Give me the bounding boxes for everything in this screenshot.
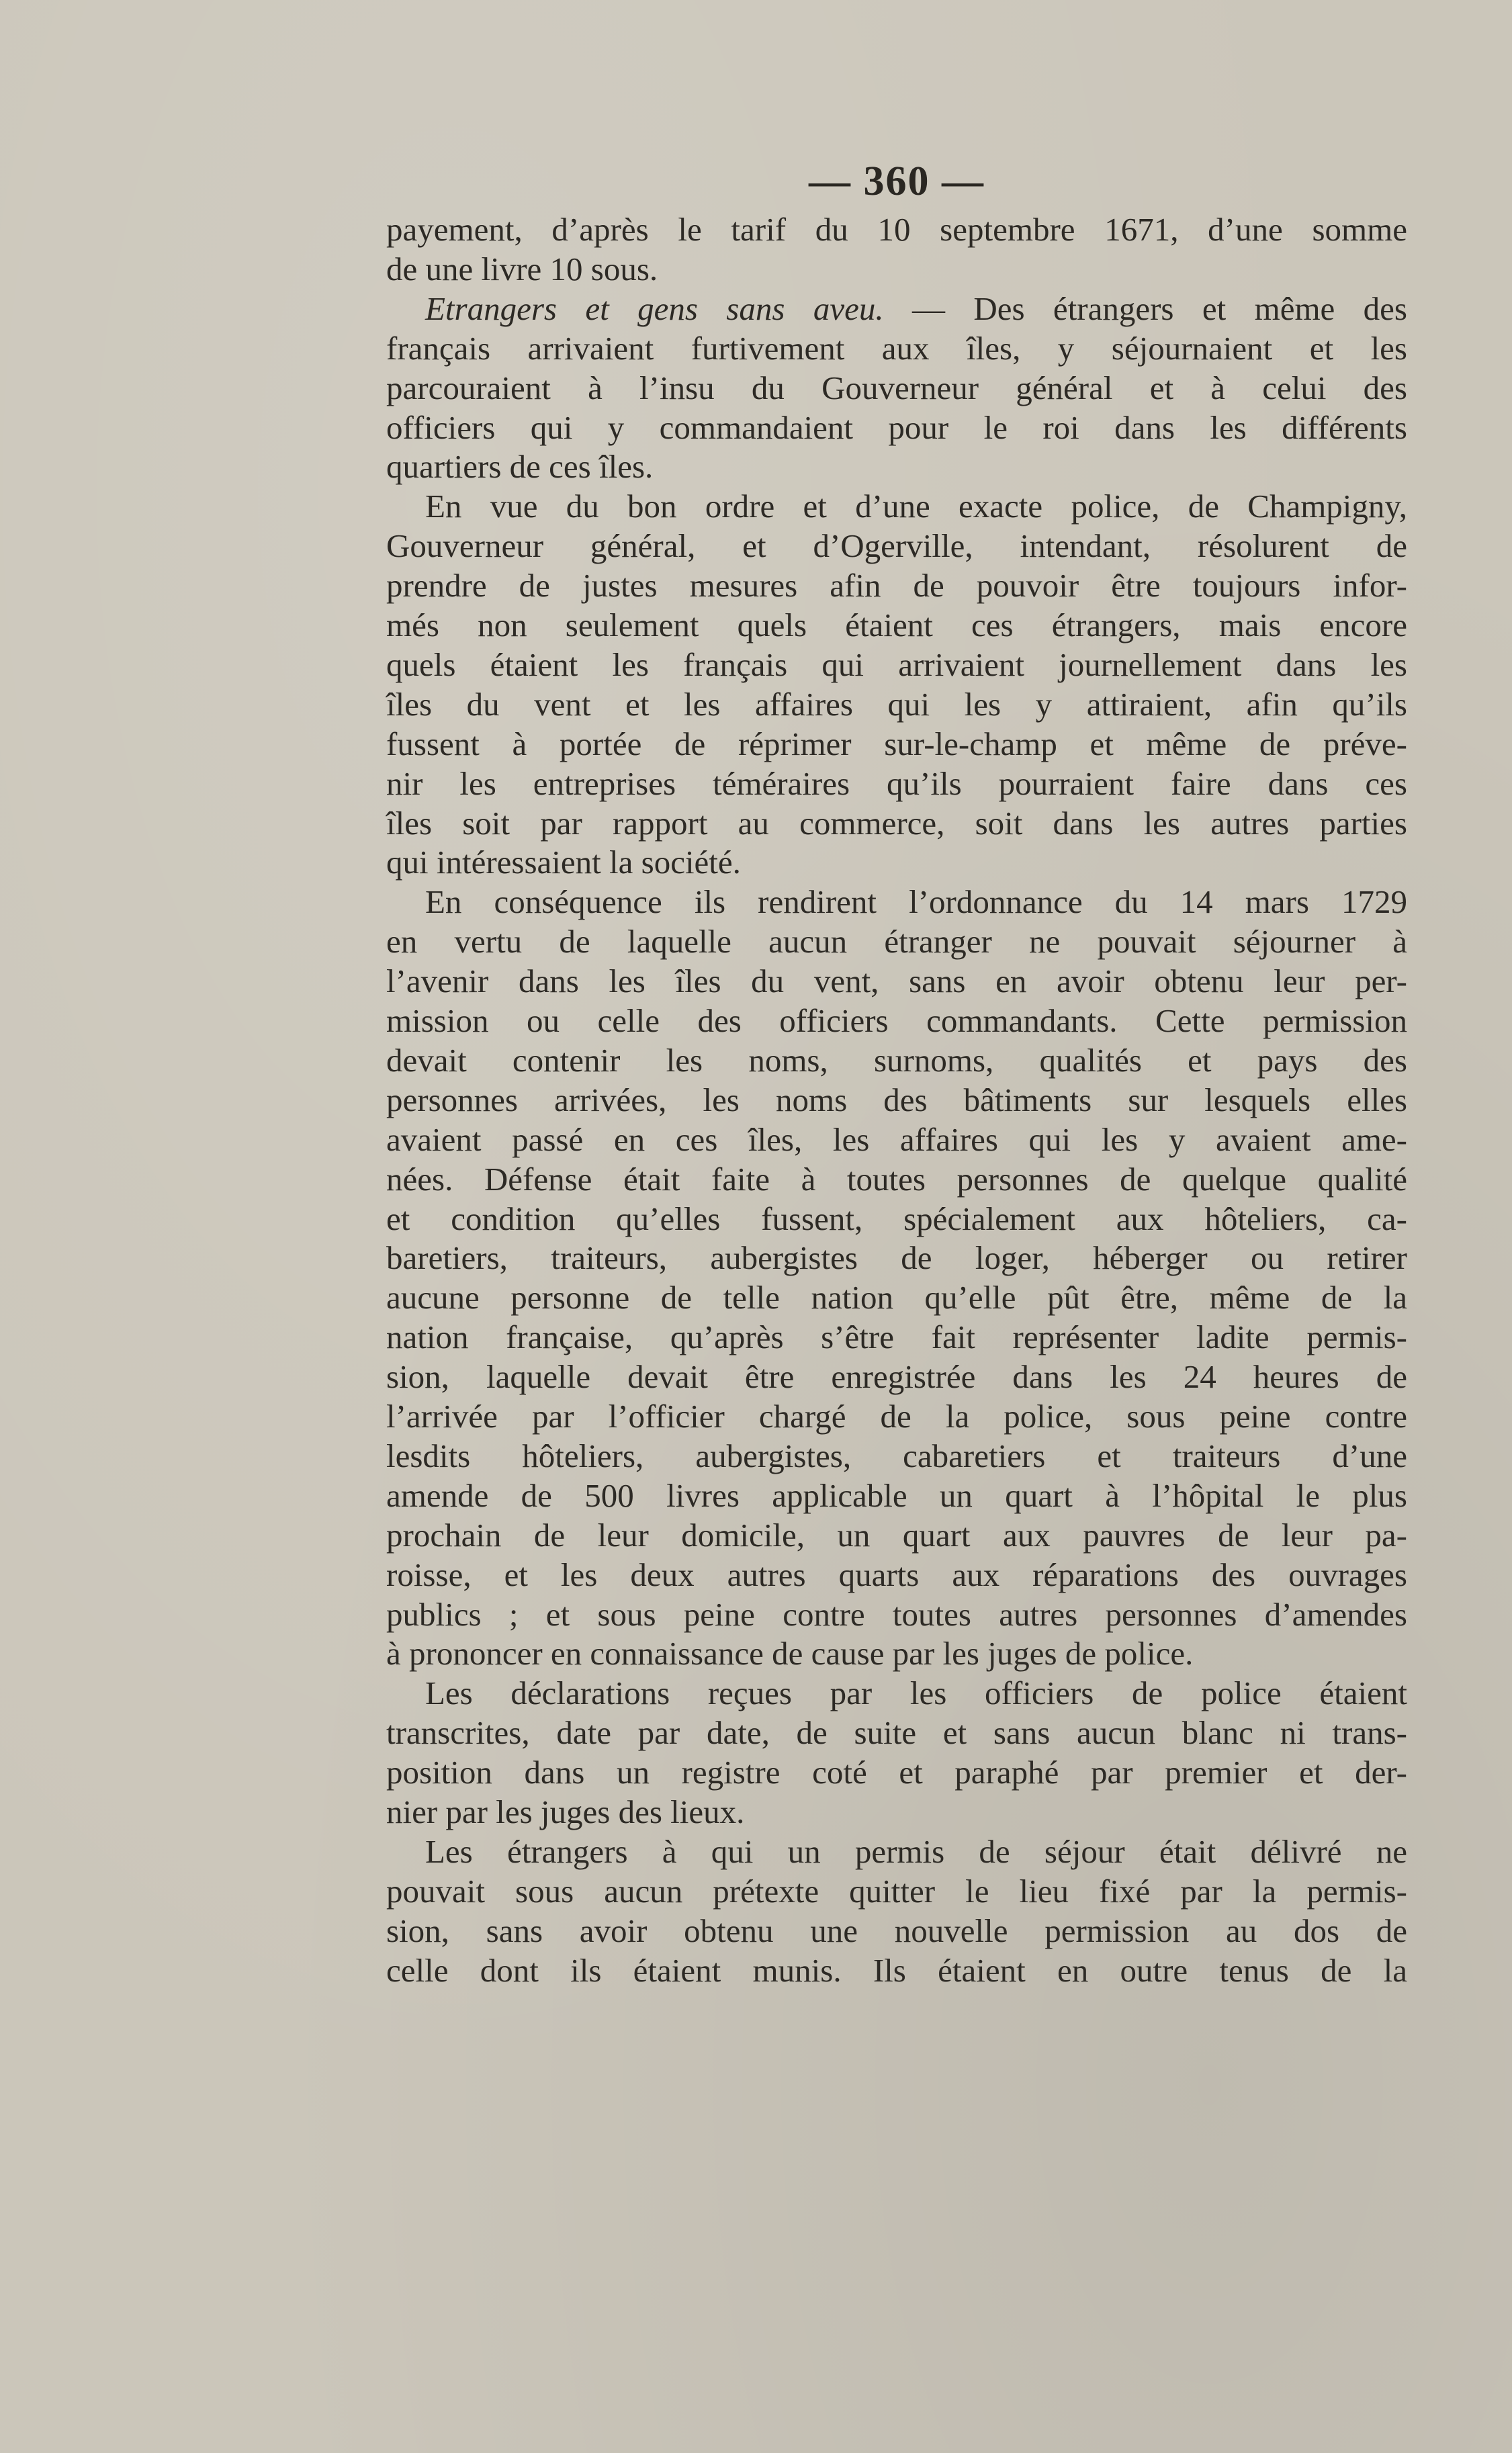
text-line (386, 1555, 1407, 1595)
line-text: Les déclarations reçues par les officiers de police étaient (425, 1675, 1407, 1712)
line-text: celle dont ils étaient munis. Ils étaient en outre tenus de la (386, 1951, 1407, 1989)
text-line (386, 447, 1407, 487)
text-line (386, 1871, 1407, 1912)
page-number: — 360 — (809, 159, 985, 204)
line-text: lesdits hôteliers, aubergistes, cabaretiers et traiteurs d’une (386, 1437, 1407, 1474)
line-text: l’arrivée par l’officier chargé de la police, sous peine contre (386, 1398, 1407, 1435)
line-text: nier par les juges des lieux. (386, 1793, 745, 1830)
line-text: quartiers de ces îles. (386, 448, 654, 486)
text-line (386, 1832, 1407, 1872)
text-line (386, 328, 1407, 369)
text-line (386, 1317, 1407, 1357)
text-line (386, 1911, 1407, 1951)
line-text: prochain de leur domicile, un quart aux pauvres de leur pa- (386, 1516, 1407, 1554)
line-text: payement, d’après le tarif du 10 septembre 1671, d’une somme (386, 211, 1407, 248)
text-line (386, 1595, 1407, 1635)
line-text: En conséquence ils rendirent l’ordonnance du 14 mars 1729 (425, 883, 1407, 921)
line-text: îles du vent et les affaires qui les y attiraient, afin qu’ils (386, 685, 1407, 723)
text-line (386, 1159, 1407, 1200)
text-line (386, 408, 1407, 448)
line-text: En vue du bon ordre et d’une exacte police, de Champigny, (425, 488, 1407, 525)
line-text: aucune personne de telle nation qu’elle pût être, même de la (386, 1279, 1407, 1317)
text-line (386, 1515, 1407, 1556)
line-text: îles soit par rapport au commerce, soit dans les autres parties (386, 804, 1407, 842)
line-text: en vertu de laquelle aucun étranger ne pouvait séjourner à (386, 923, 1407, 961)
line-text: français arrivaient furtivement aux îles, y séjournaient et les (386, 329, 1407, 367)
text-line (386, 566, 1407, 606)
text-line (386, 289, 1407, 329)
text-line (386, 1238, 1407, 1278)
line-text: transcrites, date par date, de suite et sans aucun blanc ni trans- (386, 1714, 1407, 1752)
text-line (386, 1792, 1407, 1832)
text-line (386, 724, 1407, 764)
line-text: més non seulement quels étaient ces étrangers, mais encore (386, 607, 1407, 643)
line-text: l’avenir dans les îles du vent, sans en avoir obtenu leur per- (386, 963, 1407, 1000)
text-line (386, 1634, 1407, 1674)
text-line (386, 882, 1407, 922)
line-text: prendre de justes mesures afin de pouvoir être toujours infor- (386, 567, 1407, 605)
line-text: — Des étrangers et même des (883, 289, 1407, 327)
text-line (386, 486, 1407, 527)
text-line (386, 1278, 1407, 1318)
text-line (386, 1752, 1407, 1793)
line-text: roisse, et les deux autres quarts aux réparations des ouvrages (386, 1556, 1407, 1593)
line-text: fussent à portée de réprimer sur-le-champ et même de préve- (386, 725, 1407, 762)
line-text: avaient passé en ces îles, les affaires qui les y avaient ame- (386, 1120, 1407, 1158)
line-text: nir les entreprises téméraires qu’ils pourraient faire dans ces (386, 764, 1407, 802)
text-line (386, 1713, 1407, 1753)
section-heading: Etrangers et gens sans aveu. (425, 289, 884, 327)
text-line (386, 1357, 1407, 1397)
line-text: nation française, qu’après s’être fait représenter ladite permis- (386, 1319, 1407, 1356)
text-line (386, 249, 1407, 289)
line-text: Gouverneur général, et d’Ogerville, intendant, résolurent de (386, 527, 1407, 565)
line-text: baretiers, traiteurs, aubergistes de loger, héberger ou retirer (386, 1239, 1407, 1277)
line-text: nées. Défense était faite à toutes personnes de quelque qualité (386, 1160, 1407, 1198)
line-text: sion, sans avoir obtenu une nouvelle permission au dos de (386, 1912, 1407, 1949)
line-text: et condition qu’elles fussent, spécialement aux hôteliers, ca- (386, 1200, 1407, 1237)
text-line (386, 605, 1407, 645)
text-line (386, 1673, 1407, 1713)
text-line (386, 1120, 1407, 1160)
line-text: quels étaient les français qui arrivaient journellement dans les (386, 645, 1407, 683)
line-text: parcouraient à l’insu du Gouverneur général et à celui des (386, 369, 1407, 406)
text-line (386, 1396, 1407, 1437)
text-line (386, 1199, 1407, 1239)
text-line (386, 922, 1407, 962)
line-text: amende de 500 livres applicable un quart à l’hôpital le plus (386, 1476, 1407, 1514)
text-line (386, 842, 1407, 883)
line-text: de une livre 10 sous. (386, 250, 658, 287)
text-line (386, 684, 1407, 725)
line-text: Les étrangers à qui un permis de séjour était délivré ne (425, 1832, 1407, 1870)
line-text: mission ou celle des officiers commandants. Cette permission (386, 1002, 1407, 1039)
text-line (386, 1951, 1407, 1991)
text-line (386, 526, 1407, 566)
text-line (386, 368, 1407, 408)
line-text: qui intéressaient la société. (386, 844, 741, 881)
text-line (386, 645, 1407, 685)
text-line (386, 961, 1407, 1001)
line-text: pouvait sous aucun prétexte quitter le lieu fixé par la permis- (386, 1872, 1407, 1910)
line-text: position dans un registre coté et paraphé par premier et der- (386, 1754, 1407, 1791)
text-line (386, 803, 1407, 844)
text-line (386, 764, 1407, 804)
line-text: officiers qui y commandaient pour le roi dans les différents (386, 408, 1407, 446)
line-text: personnes arrivées, les noms des bâtiments sur lesquels elles (386, 1081, 1407, 1118)
line-text: devait contenir les noms, surnoms, qualités et pays des (386, 1041, 1407, 1079)
line-text: à prononcer en connaissance de cause par les juges de police. (386, 1635, 1194, 1672)
text-line (386, 1476, 1407, 1516)
text-line (386, 210, 1407, 250)
text-line (386, 1436, 1407, 1476)
text-line (386, 1001, 1407, 1041)
text-line (386, 1080, 1407, 1120)
line-text: publics ; et sous peine contre toutes autres personnes d’amendes (386, 1595, 1407, 1633)
text-line (386, 1040, 1407, 1081)
line-text: sion, laquelle devait être enregistrée dans les 24 heures de (386, 1358, 1407, 1396)
